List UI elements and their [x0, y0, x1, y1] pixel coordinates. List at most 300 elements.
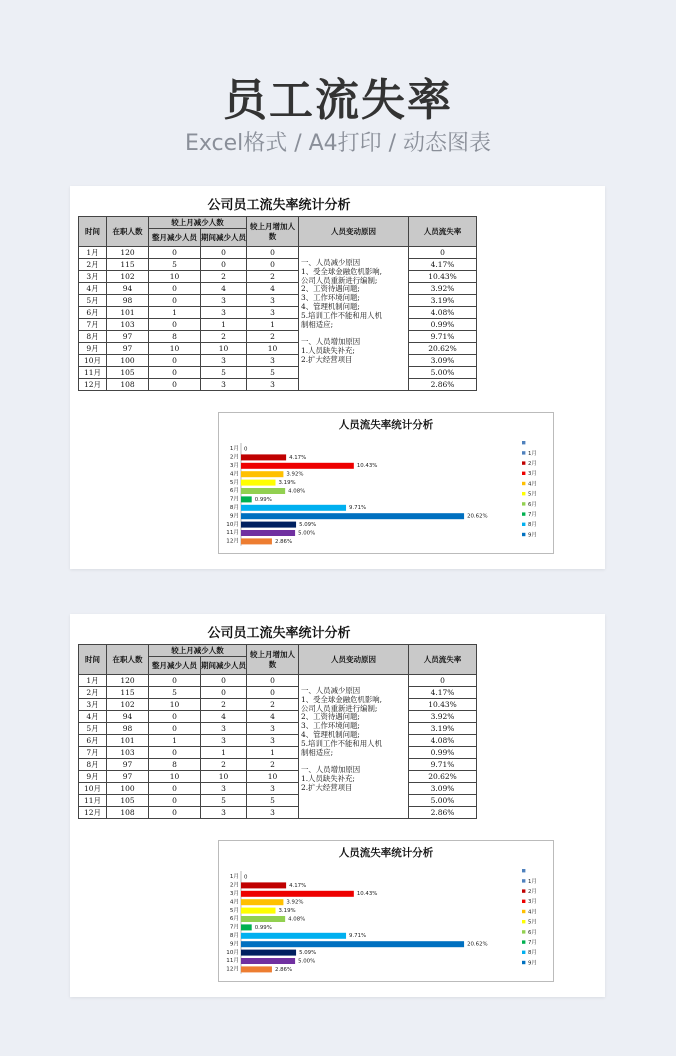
legend-swatch: [522, 502, 525, 505]
cell-increase: 0: [247, 675, 299, 687]
y-tick-label: 8月: [229, 505, 239, 511]
table-row: [79, 771, 477, 783]
y-tick-label: 12月: [226, 966, 239, 973]
legend-label: 1月: [528, 878, 537, 885]
cell-period-reduce: 4: [201, 283, 247, 295]
bar-8: [241, 505, 346, 511]
data-label: 9.71%: [349, 505, 367, 512]
cell-resigned: 0: [149, 295, 201, 307]
reason-line: 公司人员重新进行编制;: [301, 703, 378, 713]
cell-increase: 4: [247, 283, 299, 295]
cell-rate: 4.17%: [409, 687, 477, 699]
table-row: [79, 759, 477, 771]
table-row: [79, 355, 477, 367]
chart-title: 人员流失率统计分析: [338, 419, 434, 431]
header-reduce-group: 较上月减少人数: [149, 217, 247, 229]
table-row: [79, 747, 477, 759]
reason-line: 2、工资待遇问题;: [301, 712, 360, 722]
cell-period-reduce: 4: [201, 711, 247, 723]
cell-period-reduce: 0: [201, 259, 247, 271]
table-row: [79, 723, 477, 735]
cell-month: 6月: [79, 307, 107, 319]
legend-label: 9月: [528, 532, 537, 539]
legend-label: 5月: [528, 919, 537, 926]
reason-line: 1.人员缺失补充;: [301, 345, 355, 355]
legend-label: 6月: [528, 929, 537, 936]
cell-employees: 98: [107, 723, 149, 735]
change-reason-cell: [299, 247, 409, 391]
bar-5: [241, 480, 276, 486]
reason-line: 一、人员增加原因: [301, 765, 361, 775]
reason-line: 公司人员重新进行编制;: [301, 275, 378, 285]
cell-month: 9月: [79, 771, 107, 783]
cell-employees: 100: [107, 783, 149, 795]
table-row: [79, 247, 477, 259]
spreadsheet: [78, 624, 480, 819]
cell-rate: 5.00%: [409, 367, 477, 379]
header-time: 时间: [79, 645, 107, 675]
cell-month: 1月: [79, 247, 107, 259]
cell-increase: 3: [247, 295, 299, 307]
table-row: [79, 379, 477, 391]
bar-11: [241, 958, 295, 964]
data-label: 5.00%: [298, 958, 316, 965]
cell-resigned: 0: [149, 723, 201, 735]
cell-rate: 3.19%: [409, 295, 477, 307]
legend-swatch: [522, 869, 525, 872]
cell-employees: 94: [107, 711, 149, 723]
cell-employees: 120: [107, 675, 149, 687]
cell-employees: 97: [107, 759, 149, 771]
data-label: 3.19%: [278, 908, 296, 914]
reason-line: 3、工作环境问题;: [301, 293, 360, 303]
cell-increase: 1: [247, 319, 299, 331]
cell-month: 7月: [79, 747, 107, 759]
turnover-table: [78, 644, 477, 819]
cell-increase: 2: [247, 271, 299, 283]
cell-increase: 0: [247, 259, 299, 271]
cell-employees: 94: [107, 283, 149, 295]
table-row: [79, 783, 477, 795]
cell-increase: 0: [247, 247, 299, 259]
data-label: 3.92%: [286, 471, 304, 478]
legend-label: 1月: [528, 450, 537, 457]
cell-increase: 3: [247, 355, 299, 367]
cell-resigned: 10: [149, 271, 201, 283]
data-label: 3.19%: [278, 480, 296, 486]
bar-6: [241, 916, 285, 922]
legend-swatch: [522, 451, 525, 454]
cell-rate: 4.17%: [409, 259, 477, 271]
turnover-chart: [218, 840, 554, 982]
cell-employees: 108: [107, 379, 149, 391]
cell-employees: 120: [107, 247, 149, 259]
cell-resigned: 1: [149, 307, 201, 319]
reason-line: 4、管理机制问题;: [301, 729, 360, 739]
header-increase: 较上月增加人数: [247, 645, 299, 675]
cell-rate: 3.09%: [409, 355, 477, 367]
cell-period-reduce: 0: [201, 675, 247, 687]
cell-period-reduce: 1: [201, 747, 247, 759]
legend-label: 6月: [528, 501, 537, 508]
header-rate: 人员流失率: [409, 645, 477, 675]
cell-employees: 115: [107, 687, 149, 699]
bar-11: [241, 530, 295, 536]
bar-10: [241, 950, 296, 956]
y-tick-label: 9月: [229, 941, 239, 948]
data-label: 20.62%: [467, 513, 488, 520]
legend-swatch: [522, 533, 525, 536]
table-row: [79, 795, 477, 807]
cell-period-reduce: 3: [201, 723, 247, 735]
cell-resigned: 0: [149, 355, 201, 367]
cell-month: 4月: [79, 711, 107, 723]
y-tick-label: 7月: [229, 924, 239, 931]
cell-period-reduce: 3: [201, 735, 247, 747]
cell-rate: 20.62%: [409, 771, 477, 783]
header-period-reduce: 期间减少人员: [201, 229, 247, 247]
cell-month: 6月: [79, 735, 107, 747]
bar-12: [241, 966, 272, 972]
cell-increase: 5: [247, 795, 299, 807]
cell-resigned: 0: [149, 379, 201, 391]
cell-month: 10月: [79, 783, 107, 795]
cell-increase: 3: [247, 723, 299, 735]
chart-plot: [219, 413, 553, 553]
data-label: 0: [244, 446, 248, 453]
data-label: 20.62%: [467, 941, 488, 948]
bar-4: [241, 899, 283, 905]
header-period-reduce: 期间减少人员: [201, 657, 247, 675]
legend-label: 3月: [528, 899, 537, 906]
table-row: [79, 711, 477, 723]
cell-employees: 105: [107, 795, 149, 807]
cell-employees: 97: [107, 771, 149, 783]
cell-rate: 9.71%: [409, 331, 477, 343]
cell-period-reduce: 2: [201, 271, 247, 283]
cell-increase: 4: [247, 711, 299, 723]
cell-rate: 10.43%: [409, 271, 477, 283]
legend-label: 5月: [528, 491, 537, 498]
reason-line: 制相适应;: [301, 747, 334, 757]
header-employees: 在职人数: [107, 645, 149, 675]
header-time: 时间: [79, 217, 107, 247]
y-tick-label: 1月: [229, 446, 239, 453]
cell-resigned: 0: [149, 807, 201, 819]
header-employees: 在职人数: [107, 217, 149, 247]
cell-increase: 10: [247, 343, 299, 355]
bar-3: [241, 891, 354, 897]
table-row: [79, 259, 477, 271]
legend-label: 8月: [528, 950, 537, 957]
cell-month: 8月: [79, 759, 107, 771]
reason-line: 制相适应;: [301, 319, 334, 329]
cell-resigned: 8: [149, 331, 201, 343]
legend-swatch: [522, 910, 525, 913]
cell-employees: 115: [107, 259, 149, 271]
reason-line: 一、人员增加原因: [301, 337, 361, 347]
y-tick-label: 11月: [226, 530, 239, 537]
cell-resigned: 0: [149, 247, 201, 259]
table-row: [79, 319, 477, 331]
cell-month: 7月: [79, 319, 107, 331]
cell-month: 9月: [79, 343, 107, 355]
bar-3: [241, 463, 354, 469]
cell-period-reduce: 3: [201, 307, 247, 319]
table-row: [79, 283, 477, 295]
table-row: [79, 271, 477, 283]
cell-month: 11月: [79, 795, 107, 807]
spreadsheet: [78, 196, 480, 391]
y-tick-label: 11月: [226, 958, 239, 965]
header-rate: 人员流失率: [409, 217, 477, 247]
legend-swatch: [522, 951, 525, 954]
legend-swatch: [522, 961, 525, 964]
reason-line: 3、工作环境问题;: [301, 721, 360, 731]
data-label: 4.08%: [288, 488, 306, 495]
reason-line: 一、人员减少原因: [301, 686, 361, 695]
bar-12: [241, 538, 272, 544]
legend-swatch: [522, 441, 525, 444]
y-tick-label: 12月: [226, 538, 239, 545]
legend-swatch: [522, 472, 525, 475]
header-resigned: 整月减少人员: [149, 657, 201, 675]
legend-label: 2月: [528, 461, 537, 467]
cell-increase: 3: [247, 783, 299, 795]
bar-7: [241, 924, 252, 930]
cell-month: 3月: [79, 699, 107, 711]
cell-increase: 2: [247, 331, 299, 343]
table-row: [79, 687, 477, 699]
cell-month: 1月: [79, 675, 107, 687]
cell-rate: 0.99%: [409, 747, 477, 759]
cell-rate: 0: [409, 675, 477, 687]
table-row: [79, 807, 477, 819]
chart-title: 人员流失率统计分析: [338, 847, 434, 859]
cell-employees: 101: [107, 307, 149, 319]
legend-swatch: [522, 930, 525, 933]
legend-label: 3月: [528, 471, 537, 478]
cell-resigned: 0: [149, 795, 201, 807]
reason-line: 5.培训工作不能和用人机: [301, 738, 382, 748]
y-tick-label: 5月: [229, 907, 239, 914]
cell-month: 12月: [79, 379, 107, 391]
cell-month: 12月: [79, 807, 107, 819]
cell-resigned: 5: [149, 259, 201, 271]
header-increase: 较上月增加人数: [247, 217, 299, 247]
cell-increase: 1: [247, 747, 299, 759]
y-tick-label: 7月: [229, 496, 239, 503]
cell-increase: 2: [247, 699, 299, 711]
reason-line: 1、受全球金融危机影响,: [301, 266, 382, 276]
table-row: [79, 307, 477, 319]
data-label: 0.99%: [254, 924, 272, 931]
data-label: 5.09%: [299, 950, 317, 956]
legend-label: 8月: [528, 522, 537, 529]
reason-line: 1.人员缺失补充;: [301, 773, 355, 783]
cell-employees: 100: [107, 355, 149, 367]
legend-label: 7月: [528, 940, 537, 946]
cell-rate: 3.19%: [409, 723, 477, 735]
legend-swatch: [522, 889, 525, 892]
cell-period-reduce: 1: [201, 319, 247, 331]
cell-rate: 3.92%: [409, 711, 477, 723]
bar-5: [241, 908, 276, 914]
bar-9: [241, 513, 464, 519]
y-tick-label: 10月: [226, 949, 239, 956]
cell-rate: 4.08%: [409, 735, 477, 747]
y-tick-label: 2月: [229, 454, 239, 461]
data-label: 3.92%: [286, 899, 304, 906]
y-tick-label: 4月: [229, 899, 239, 906]
cell-rate: 20.62%: [409, 343, 477, 355]
cell-period-reduce: 10: [201, 343, 247, 355]
sheet-title: 公司员工流失率统计分析: [207, 626, 351, 641]
y-tick-label: 5月: [229, 479, 239, 486]
table-row: [79, 699, 477, 711]
data-label: 4.17%: [289, 882, 307, 889]
table-row: [79, 331, 477, 343]
cell-month: 10月: [79, 355, 107, 367]
cell-month: 2月: [79, 687, 107, 699]
cell-employees: 105: [107, 367, 149, 379]
cell-resigned: 0: [149, 319, 201, 331]
cell-period-reduce: 2: [201, 759, 247, 771]
cell-increase: 0: [247, 687, 299, 699]
data-label: 0.99%: [254, 496, 272, 503]
cell-resigned: 0: [149, 711, 201, 723]
cell-resigned: 10: [149, 699, 201, 711]
cell-rate: 4.08%: [409, 307, 477, 319]
bar-2: [241, 882, 286, 888]
legend-swatch: [522, 492, 525, 495]
cell-month: 8月: [79, 331, 107, 343]
table-row: [79, 295, 477, 307]
reason-line: 2.扩大经营项目: [301, 782, 353, 792]
cell-period-reduce: 3: [201, 807, 247, 819]
cell-period-reduce: 2: [201, 699, 247, 711]
turnover-chart: [218, 412, 554, 554]
cell-increase: 3: [247, 307, 299, 319]
reason-line: 2、工资待遇问题;: [301, 284, 360, 294]
cell-increase: 10: [247, 771, 299, 783]
chart-plot: [219, 841, 553, 981]
cell-resigned: 8: [149, 759, 201, 771]
cell-employees: 103: [107, 319, 149, 331]
data-label: 5.09%: [299, 522, 317, 528]
y-tick-label: 8月: [229, 933, 239, 939]
cell-period-reduce: 3: [201, 355, 247, 367]
data-label: 5.00%: [298, 530, 316, 537]
bar-7: [241, 496, 252, 502]
cell-month: 5月: [79, 295, 107, 307]
cell-rate: 3.09%: [409, 783, 477, 795]
cell-employees: 102: [107, 271, 149, 283]
reason-line: 2.扩大经营项目: [301, 354, 353, 364]
cell-period-reduce: 0: [201, 247, 247, 259]
y-tick-label: 3月: [229, 463, 239, 469]
bar-9: [241, 941, 464, 947]
cell-rate: 0.99%: [409, 319, 477, 331]
y-tick-label: 3月: [229, 891, 239, 897]
header-resigned: 整月减少人员: [149, 229, 201, 247]
legend-label: 4月: [528, 481, 537, 488]
cell-month: 2月: [79, 259, 107, 271]
legend-label: 9月: [528, 960, 537, 967]
bar-2: [241, 454, 286, 460]
cell-resigned: 1: [149, 735, 201, 747]
bar-10: [241, 522, 296, 528]
cell-employees: 98: [107, 295, 149, 307]
data-label: 2.86%: [274, 966, 293, 973]
cell-period-reduce: 0: [201, 687, 247, 699]
preview-card-1: [70, 186, 605, 569]
legend-swatch: [522, 900, 525, 903]
data-label: 2.86%: [274, 538, 293, 545]
data-label: 4.17%: [289, 454, 307, 461]
cell-resigned: 5: [149, 687, 201, 699]
hero-title: 员工流失率: [223, 75, 453, 126]
preview-card-2: [70, 614, 605, 997]
cell-resigned: 0: [149, 783, 201, 795]
data-label: 10.43%: [356, 891, 378, 898]
cell-month: 4月: [79, 283, 107, 295]
reason-line: 5.培训工作不能和用人机: [301, 310, 382, 320]
table-row: [79, 735, 477, 747]
cell-increase: 3: [247, 807, 299, 819]
legend-swatch: [522, 482, 525, 485]
cell-rate: 5.00%: [409, 795, 477, 807]
y-tick-label: 4月: [229, 471, 239, 478]
reason-line: 1、受全球金融危机影响,: [301, 694, 382, 704]
legend-swatch: [522, 879, 525, 882]
y-tick-label: 10月: [226, 521, 239, 528]
bar-6: [241, 488, 285, 494]
legend-swatch: [522, 512, 525, 515]
bar-8: [241, 933, 346, 939]
legend-swatch: [522, 461, 525, 464]
cell-period-reduce: 5: [201, 367, 247, 379]
turnover-table: [78, 216, 477, 391]
sheet-title: 公司员工流失率统计分析: [207, 198, 351, 213]
y-tick-label: 6月: [229, 916, 239, 923]
bar-4: [241, 471, 283, 477]
table-row: [79, 343, 477, 355]
header-reason: 人员变动原因: [299, 217, 409, 247]
cell-rate: 0: [409, 247, 477, 259]
cell-increase: 5: [247, 367, 299, 379]
cell-increase: 2: [247, 759, 299, 771]
cell-rate: 2.86%: [409, 807, 477, 819]
cell-period-reduce: 3: [201, 783, 247, 795]
cell-rate: 10.43%: [409, 699, 477, 711]
cell-period-reduce: 2: [201, 331, 247, 343]
cell-employees: 108: [107, 807, 149, 819]
y-tick-label: 6月: [229, 488, 239, 495]
legend-swatch: [522, 523, 525, 526]
legend-label: 7月: [528, 512, 537, 518]
cell-period-reduce: 3: [201, 295, 247, 307]
data-label: 4.08%: [288, 916, 306, 923]
cell-resigned: 10: [149, 343, 201, 355]
cell-month: 3月: [79, 271, 107, 283]
header-reduce-group: 较上月减少人数: [149, 645, 247, 657]
cell-rate: 3.92%: [409, 283, 477, 295]
cell-period-reduce: 5: [201, 795, 247, 807]
cell-rate: 2.86%: [409, 379, 477, 391]
legend-label: 2月: [528, 889, 537, 895]
cell-period-reduce: 10: [201, 771, 247, 783]
